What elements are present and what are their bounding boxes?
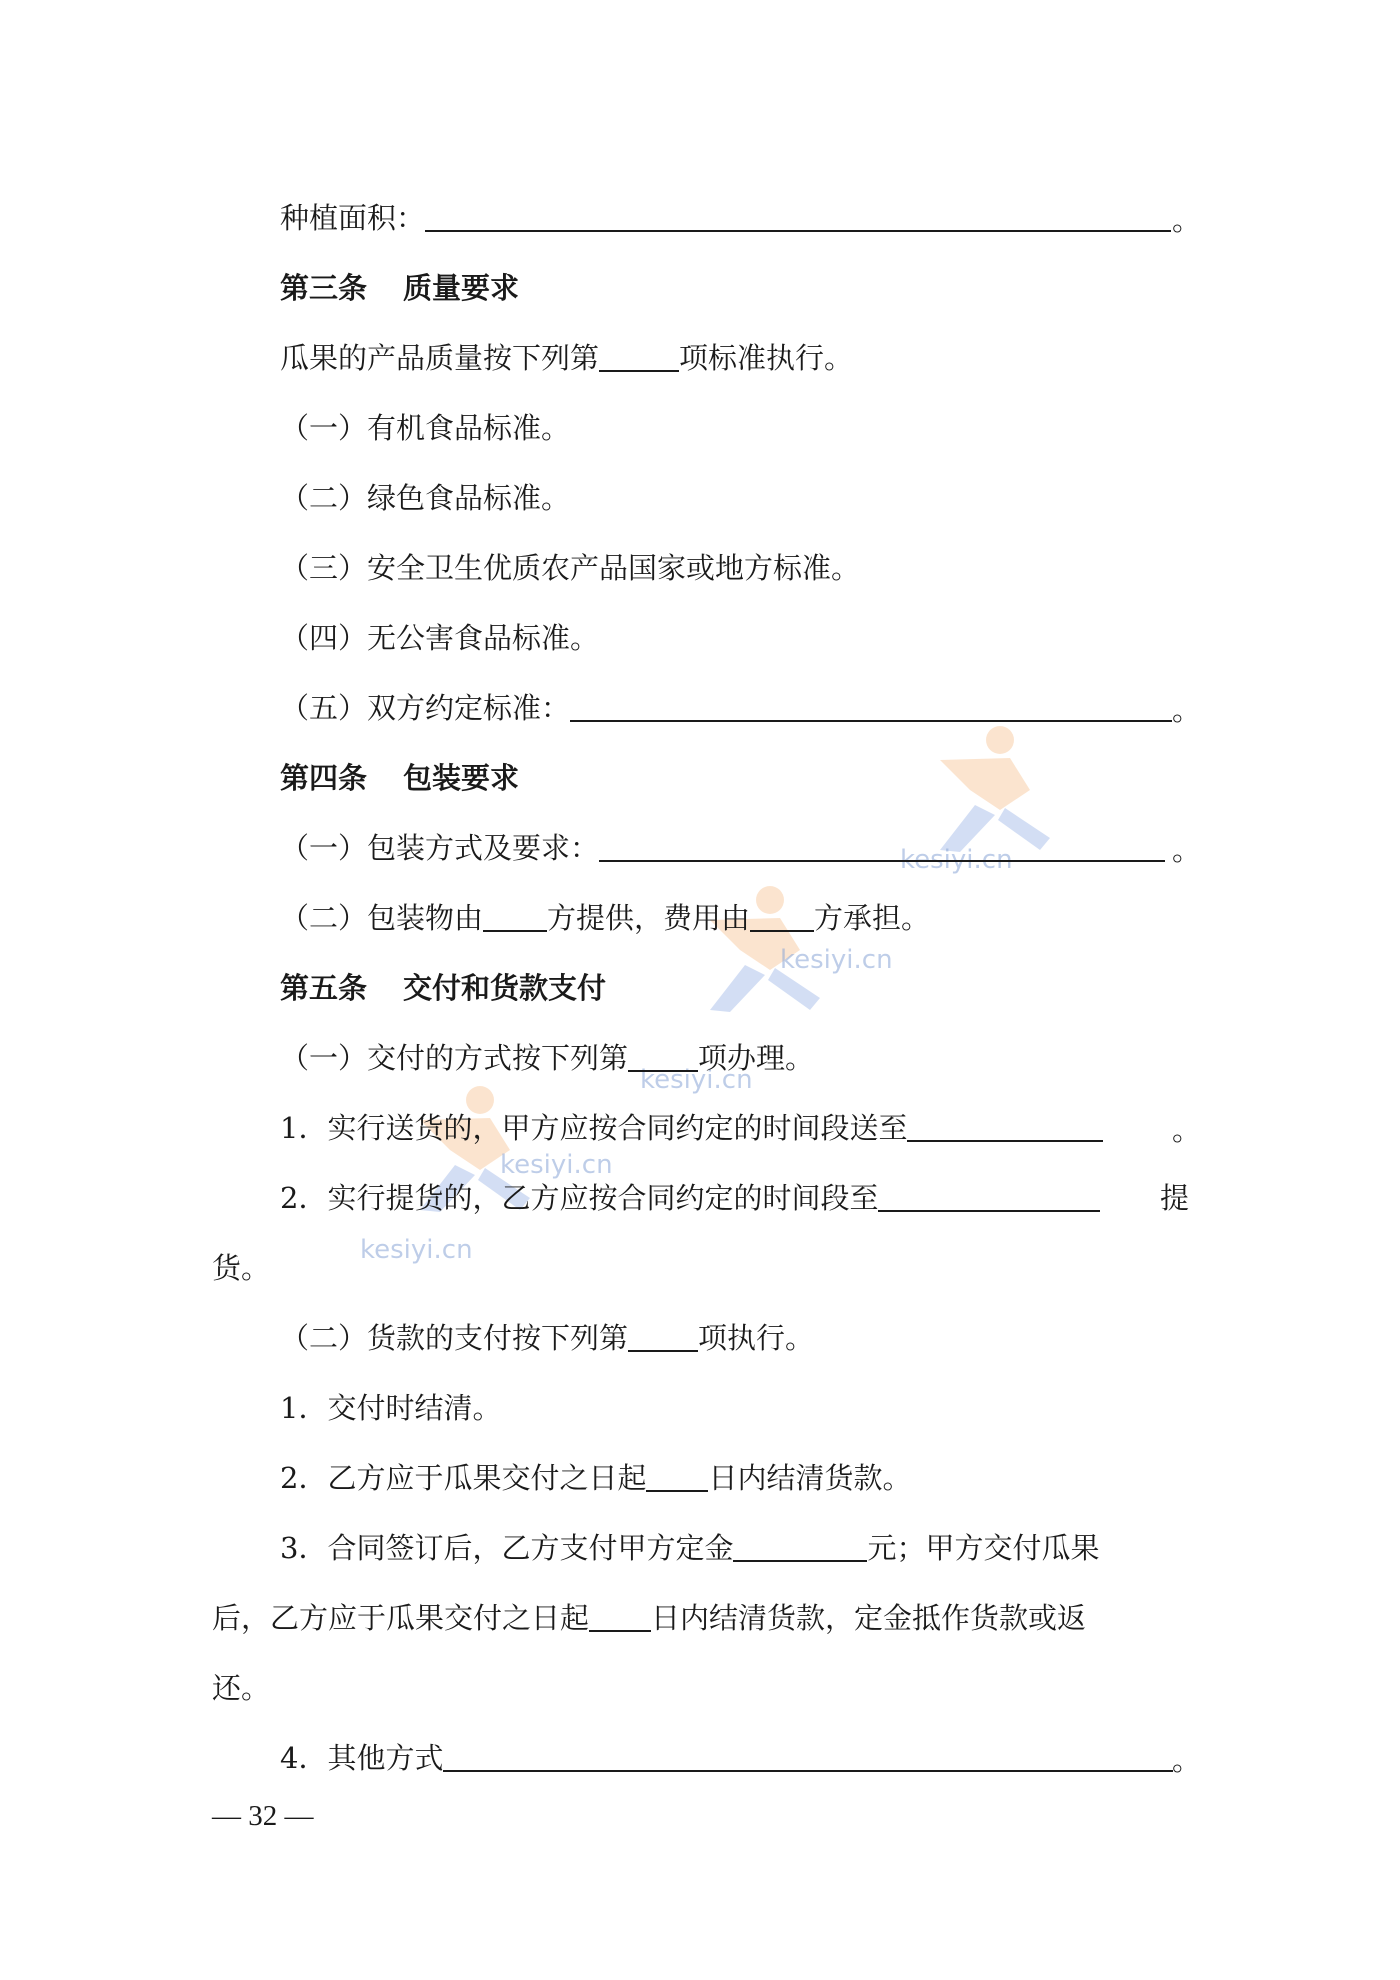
delivery-option-1-text: 1．实行送货的，甲方应按合同约定的时间段送至 [280, 1111, 908, 1145]
article-title: 质量要求 [403, 271, 520, 305]
payment-method-line [280, 1316, 1260, 1360]
delivery-destination-blank[interactable] [907, 1110, 1103, 1142]
watermark-text: kesiyi.cn [500, 1150, 613, 1180]
payment-text-b: 项执行。 [698, 1321, 815, 1355]
quality-text-b: 项标准执行。 [679, 341, 854, 375]
agreed-standard-blank[interactable] [570, 690, 1172, 722]
payment-option-2-text-a: 2．乙方应于瓜果交付之日起 [280, 1461, 647, 1495]
article-5-heading [280, 966, 1260, 1010]
packaging-method-label: （一）包装方式及要求： [280, 831, 600, 865]
payment-option-3 [280, 1526, 1260, 1570]
delivery-method-line [280, 1036, 1260, 1080]
page-number: — 32 — [212, 1800, 314, 1832]
planting-area-line [280, 196, 1260, 240]
packaging-provider-line [280, 896, 1260, 940]
deposit-settlement-days-blank[interactable] [589, 1600, 651, 1632]
quality-item-blank[interactable] [599, 340, 679, 372]
payment-option-3-line-3: 还。 [212, 1671, 271, 1705]
quality-text-a: 瓜果的产品质量按下列第 [280, 341, 600, 375]
payment-item-blank[interactable] [628, 1320, 698, 1352]
delivery-option-2-continuation: 货。 [212, 1251, 271, 1285]
quality-option-2: （二）绿色食品标准。 [280, 481, 571, 515]
quality-standard-line [280, 336, 1260, 380]
planting-area-label: 种植面积： [280, 201, 426, 235]
other-method-blank[interactable] [443, 1740, 1173, 1772]
delivery-text-a: （一）交付的方式按下列第 [280, 1041, 629, 1075]
article-title: 交付和货款支付 [403, 971, 607, 1005]
payment-option-3-text-b: 元；甲方交付瓜果 [867, 1531, 1100, 1565]
watermark-text: kesiyi.cn [900, 845, 1013, 875]
period: 。 [1172, 1743, 1202, 1777]
payment-option-4 [280, 1736, 1260, 1780]
article-4-heading [280, 756, 1260, 800]
settlement-days-blank[interactable] [646, 1460, 708, 1492]
payment-option-3-text-a: 3．合同签订后，乙方支付甲方定金 [280, 1531, 734, 1565]
packaging-method-blank[interactable] [599, 830, 1165, 862]
period: 。 [1172, 693, 1202, 727]
deposit-amount-blank[interactable] [733, 1530, 867, 1562]
period: 。 [1172, 1113, 1202, 1147]
quality-option-4: （四）无公害食品标准。 [280, 621, 600, 655]
packaging-text-a: （二）包装物由 [280, 901, 484, 935]
article-number: 第五条 [280, 971, 368, 1005]
payment-text-a: （二）货款的支付按下列第 [280, 1321, 629, 1355]
period: 。 [1172, 203, 1202, 237]
payment-option-1: 1．交付时结清。 [280, 1391, 502, 1425]
quality-option-5-label: （五）双方约定标准： [280, 691, 571, 725]
quality-option-3: （三）安全卫生优质农产品国家或地方标准。 [280, 551, 861, 585]
article-3-heading [280, 266, 1260, 310]
delivery-item-blank[interactable] [628, 1040, 698, 1072]
period: 。 [1172, 833, 1202, 867]
packaging-text-c: 方承担。 [814, 901, 931, 935]
delivery-option-1 [280, 1106, 1260, 1150]
quality-option-1: （一）有机食品标准。 [280, 411, 571, 445]
article-number: 第四条 [280, 761, 368, 795]
planting-area-blank[interactable] [425, 200, 1171, 232]
payment-option-3-line-2 [212, 1596, 1192, 1640]
payment-option-2-text-b: 日内结清货款。 [708, 1461, 912, 1495]
delivery-option-2 [280, 1176, 1260, 1220]
payment-option-3-text-c: 后，乙方应于瓜果交付之日起 [212, 1601, 590, 1635]
article-number: 第三条 [280, 271, 368, 305]
pickup-location-blank[interactable] [878, 1180, 1100, 1212]
article-title: 包装要求 [403, 761, 520, 795]
watermark-text: kesiyi.cn [640, 1065, 753, 1095]
packaging-cost-blank[interactable] [750, 900, 814, 932]
delivery-text-b: 项办理。 [698, 1041, 815, 1075]
quality-option-5 [280, 686, 1260, 730]
packaging-method-line [280, 826, 1260, 870]
payment-option-4-text: 4．其他方式 [280, 1741, 444, 1775]
watermark-text: kesiyi.cn [780, 945, 893, 975]
payment-option-3-text-d: 日内结清货款，定金抵作货款或返 [651, 1601, 1087, 1635]
packaging-provider-blank[interactable] [483, 900, 547, 932]
packaging-text-b: 方提供，费用由 [547, 901, 751, 935]
watermark-text: kesiyi.cn [360, 1235, 473, 1265]
delivery-option-2-tail: 提 [1160, 1181, 1190, 1215]
delivery-option-2-text: 2．实行提货的，乙方应按合同约定的时间段至 [280, 1181, 879, 1215]
payment-option-2 [280, 1456, 1260, 1500]
